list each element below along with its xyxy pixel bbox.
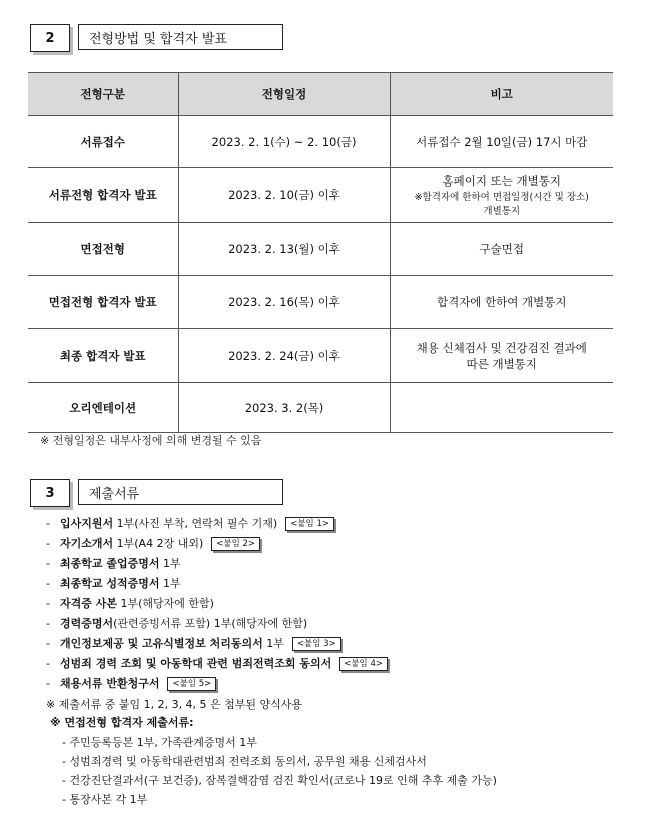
schedule-table (28, 72, 613, 433)
list-item: - 채용서류 반환청구서 <붙임 5> (46, 674, 388, 694)
note-line: 개별통지 (483, 206, 521, 217)
doc-detail: 1부(해당자에 한함) (116, 597, 214, 610)
note-line: 홈페이지 또는 개별통지 (442, 174, 561, 188)
attachment-tag: <붙임 1> (285, 517, 334, 531)
doc-detail: (관련증빙서류 포함) 1부(해당자에 한함) (113, 617, 308, 630)
doc-name: 경력증명서 (60, 617, 114, 630)
stage-cell: 오리엔테이션 (28, 383, 178, 433)
list-item: - 성범죄경력 및 아동학대관련범죄 전력조회 동의서, 공무원 채용 신체검사서 (62, 755, 427, 768)
table-row (28, 329, 613, 383)
column-header: 비고 (390, 73, 613, 116)
stage-cell: 최종 합격자 발표 (28, 329, 178, 383)
schedule-cell: 2023. 3. 2(목) (178, 383, 390, 433)
note-cell (390, 223, 613, 276)
doc-name: 입사지원서 (60, 517, 114, 530)
schedule-cell: 2023. 2. 10(금) 이후 (178, 168, 390, 223)
interview-docs-list (62, 733, 497, 809)
note-cell (390, 168, 613, 223)
stage-cell: 서류전형 합격자 발표 (28, 168, 178, 223)
stage-cell: 면접전형 합격자 발표 (28, 276, 178, 329)
note-line: 채용 신체검사 및 건강검진 결과에 (416, 340, 587, 355)
list-item: - 입사지원서 1부(사진 부착, 연락처 필수 기재) <붙임 1> (46, 514, 388, 534)
section-3-header (30, 479, 283, 507)
schedule-cell: 2023. 2. 24(금) 이후 (178, 329, 390, 383)
doc-detail: 1부(A4 2장 내외) (113, 537, 204, 550)
stage-cell: 면접전형 (28, 223, 178, 276)
list-item: - 최종학교 졸업증명서 1부 (46, 557, 181, 570)
section-title: 제출서류 (78, 479, 283, 505)
doc-detail: 1부 (262, 637, 284, 650)
doc-name: 개인정보제공 및 고유식별정보 처리동의서 (60, 637, 263, 650)
required-docs-list (46, 514, 388, 694)
list-item: - 개인정보제공 및 고유식별정보 처리동의서 1부 <붙임 3> (46, 634, 388, 654)
attachment-tag: <붙임 5> (167, 677, 216, 691)
section-number: 2 (30, 24, 70, 52)
section-number: 3 (30, 479, 70, 507)
attachment-tag: <붙임 4> (339, 657, 388, 671)
doc-name: 채용서류 반환청구서 (60, 677, 160, 690)
note-line: 서류접수 2월 10일(금) 17시 마감 (416, 134, 588, 149)
list-item: - 자기소개서 1부(A4 2장 내외) <붙임 2> (46, 534, 388, 554)
table-row (28, 383, 613, 433)
table-row (28, 168, 613, 223)
note-line: 따른 개별통지 (466, 356, 537, 371)
column-header: 전형일정 (178, 73, 390, 116)
attachment-tag: <붙임 3> (292, 637, 341, 651)
list-item: - 경력증명서(관련증빙서류 포함) 1부(해당자에 한함) (46, 617, 308, 630)
schedule-cell: 2023. 2. 16(목) 이후 (178, 276, 390, 329)
note-cell (390, 329, 613, 383)
list-item: - 최종학교 성적증명서 1부 (46, 577, 181, 590)
list-item: - 주민등록등본 1부, 가족관계증명서 1부 (62, 736, 257, 749)
stage-cell: 서류접수 (28, 116, 178, 168)
attachment-tag: <붙임 2> (211, 537, 260, 551)
schedule-cell: 2023. 2. 1(수) ~ 2. 10(금) (178, 116, 390, 168)
section-2-header (30, 24, 283, 52)
table-row (28, 116, 613, 168)
interview-docs-title: ※ 면접전형 합격자 제출서류: (50, 716, 194, 729)
section-title: 전형방법 및 합격자 발표 (78, 24, 283, 50)
doc-detail: 1부 (159, 577, 181, 590)
attachment-note: ※ 제출서류 중 붙임 1, 2, 3, 4, 5 은 첨부된 양식사용 (46, 698, 303, 711)
doc-detail: 1부 (159, 557, 181, 570)
table-row (28, 223, 613, 276)
doc-detail: 1부(사진 부착, 연락처 필수 기재) (113, 517, 278, 530)
table-row (28, 276, 613, 329)
note-cell (390, 276, 613, 329)
note-line: ※합격자에 한하여 면접일정(시간 및 장소) (414, 192, 589, 203)
doc-name: 최종학교 졸업증명서 (60, 557, 160, 570)
schedule-footnote: ※ 전형일정은 내부사정에 의해 변경될 수 있음 (40, 434, 262, 447)
table-header-row (28, 73, 613, 116)
doc-name: 자격증 사본 (60, 597, 117, 610)
list-item: - 통장사본 각 1부 (62, 793, 148, 806)
column-header: 전형구분 (28, 73, 178, 116)
doc-name: 자기소개서 (60, 537, 114, 550)
list-item: - 성범죄 경력 조회 및 아동학대 관련 범죄전력조회 동의서 <붙임 4> (46, 654, 388, 674)
note-cell (390, 383, 613, 433)
schedule-cell: 2023. 2. 13(월) 이후 (178, 223, 390, 276)
doc-name: 성범죄 경력 조회 및 아동학대 관련 범죄전력조회 동의서 (60, 657, 332, 670)
note-cell (390, 116, 613, 168)
note-line: 합격자에 한하여 개별통지 (436, 295, 567, 309)
note-line: 구술면접 (479, 242, 524, 256)
list-item: - 건강진단결과서(구 보건증), 잠복결핵감염 검진 확인서(코로나 19로 인해 추후 제출 가능) (62, 774, 497, 787)
doc-name: 최종학교 성적증명서 (60, 577, 160, 590)
list-item: - 자격증 사본 1부(해당자에 한함) (46, 597, 214, 610)
